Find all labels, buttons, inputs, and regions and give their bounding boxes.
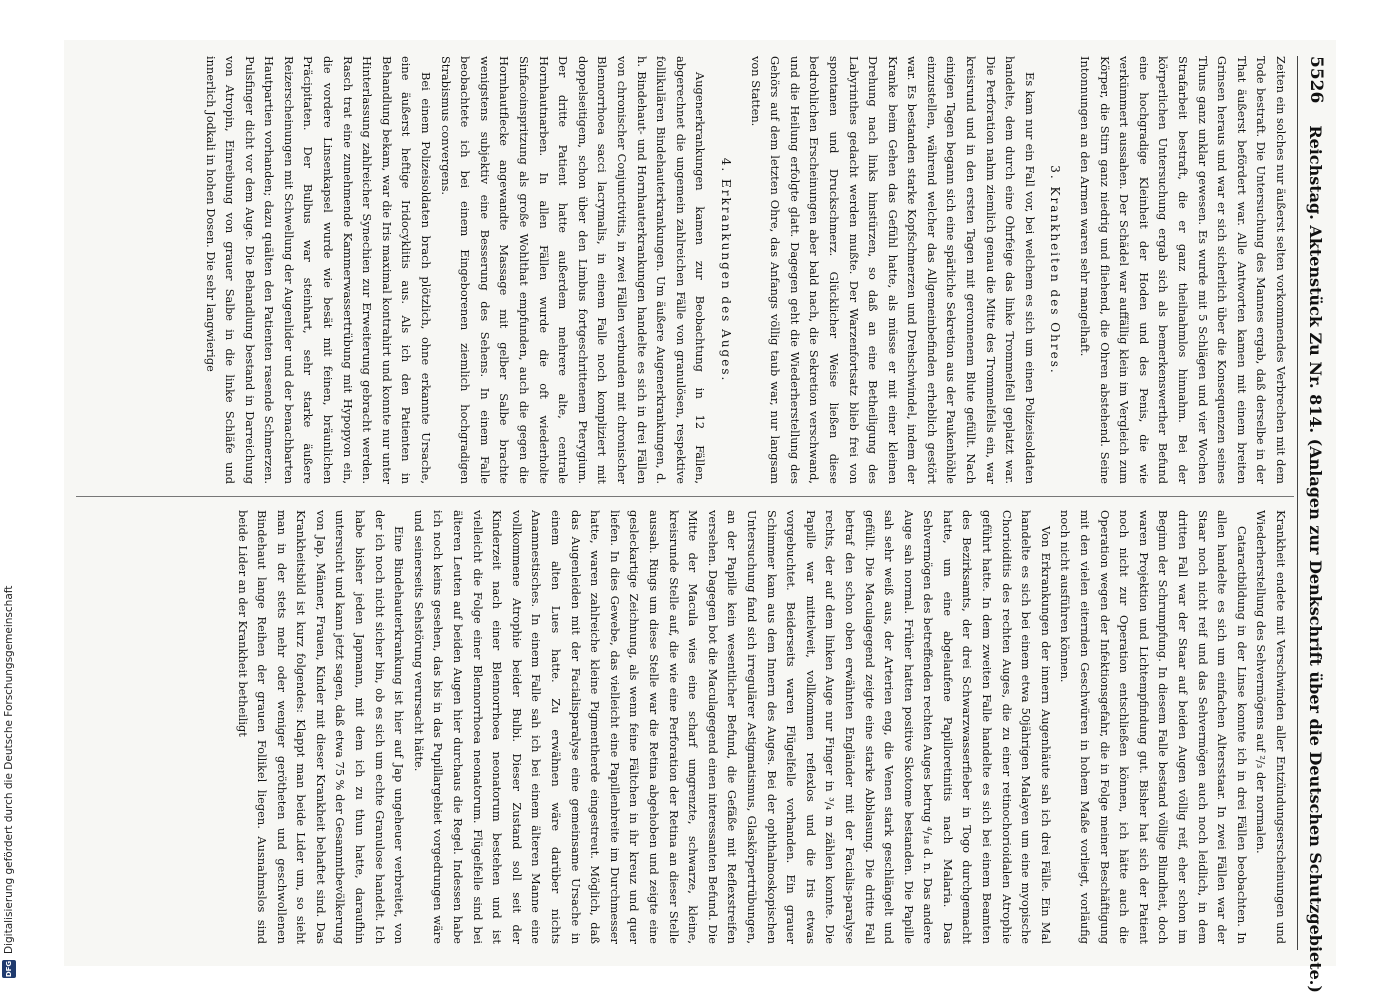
column-divider bbox=[76, 496, 1294, 497]
credit-text: Digitalisierung gefördert durch die Deutsche Forschungsgemeinschaft bbox=[3, 585, 15, 954]
section-heading-eye-diseases: 4. Erkrankungen des Auges. bbox=[718, 157, 733, 383]
left-column bbox=[72, 56, 1290, 484]
running-head-title: Reichstag. Aktenstück Zu Nr. 814. (Anlagen zur Denkschrift über die Deutschen Schutzgebiete.) bbox=[1306, 125, 1326, 993]
running-head bbox=[1297, 56, 1334, 993]
dfg-logo-icon: DFG bbox=[2, 960, 16, 978]
section-heading-ear-diseases: 3. Krankheiten des Ohres. bbox=[1048, 165, 1063, 375]
paragraph: Eine Bindehauterkrankung ist hier auf Jap ungeheuer verbreitet, von der ich noch nicht sicher bin, ob es sich um echte Granulose handelt. Ich habe bisher jeden Japmann, mit dem ich zu thun hatte, daraufhin untersucht und kann jetzt sagen, daß etwa 75 % der Gesammtbevölkerung von Jap, Männer, Frauen, Kinder mit dieser Krankheit behaftet sind. Das Krankheitsbild ist kurz folgendes: Klappt man beide Lider um, so sieht man in der stets mehr oder weniger gerötheten und geschwollenen Bindehaut lange Reihen der grauen Follikel liegen. Ausnahmslos sind beide Lider an der Krankheit betheiligt bbox=[235, 510, 407, 944]
right-column bbox=[72, 510, 1290, 944]
page-number: 5526 bbox=[1306, 56, 1326, 104]
paragraph: Von Erkrankungen der innern Augenhäute sah ich drei Fälle. Ein Mal handelte es sich bei einem etwa 50jährigen Malayen um eine myopische Chorioiditis des rechten Auges, die zu einer retinochorioidalen Atrophie geführt hatte. In dem zweiten Falle handelte es sich bei einem Beamten des Bezirksamts, der drei Schwarzwasserfieber in Togo durchgemacht hatte, um eine abgelaufene Papilloretinitis nach Malaria. Das Sehvermögen des betreffenden rechten Auges betrug ⁴/₁₈ d. n. Das andere Auge sah normal. Früher hatten positive Skotome bestanden. Die Papille sah sehr weiß aus, der Arterien eng, die Venen stark geschlängelt und gefüllt. Die Maculagegend zeigte eine starke Abblasung. Die dritte Fall betraf den schon oben erwähnten Engländer mit der Facialis-paralyse rechts, der auf dem linken Auge nur Finger in ³/₄ m zählen konnte. Die Papille war mittelweit, vollkommen reflexlos und die Iris etwas vorgebuchtet. Beiderseits waren Flügelfelle vorhanden. Ein grauer Schimmer kam aus dem Innern des Auges. Bei der ophthalmoskopischen Untersuchung fand sich irregulärer Astigmatismus, Glaskörpertrübungen, an der Papille kein wesentlicher Befund, die Gefäße mit Reflexstreifen versehen. Dagegen bot die Maculagegend einen interessanten Befund. Die Mitte der Macula wies eine scharf umgrenzte, schwarze, kleine, kreisrunde Stelle auf, die wie eine Perforation der Retina an dieser Stelle aussah. Rings um diese Stelle war die Retina abgehoben und zeigte eine gesleckartige Zeichnung, als wenn feine Fältchen in ihr kreuz und quer liefen. In dies Gewebe, das vielleicht eine Papillenbreite im Durchmesser hatte, waren zahlreiche kleine Pigmentherde eingestreut. Möglich, daß das Augenleiden mit der Facialisparalyse eine gemeinsame Ursache in einem alten Lues hatte. Zu erwähnen wäre darüber nichts Anamnestisches. In einem Falle sah ich bei einem älteren Manne eine vollkommene Atrophie beider Bulbi. Dieser Zustand soll seit der Kinderzeit nach einer Blennorrhoea neonatorum bestehen und ist vielleicht die Folge einer Blennorrhoea neonatorum. Flügelfelle sind bei älteren Leuten auf beiden Augen hier durchaus die Regel. Indessen habe ich noch keins gesehen, das bis in das Pupillargebiet vorgedrungen wäre und seinerseits Sehstörung verursacht hätte. bbox=[411, 510, 1053, 944]
paragraph: Krankheit endete mit Verschwinden aller Entzündungserscheinungen und Wiederherstellung des Sehvermögens auf ²/₃ der normalen. bbox=[1254, 510, 1288, 944]
paragraph: Augenerkrankungen kamen zur Beobachtung in 12 Fällen, abgerechnet die ungemein zahlreichen Fälle von granulösen, respektive follikulären Bindehauterkrankungen. Um äußere Augenerkrankungen, d. h. Bindehaut- und Hornhauterkrankungen handelte es sich in drei Fällen von chronischer Conjunctivitis, in zwei Fällen verbunden mit chronischer Blennorrhoea sacci lacrymalis, in einem Falle noch kompliziert mit doppelseitigem, schon über den Limbus fortgeschrittenem Pterygium. Der dritte Patient hatte außerdem mehrere alte, centrale Hornhautnarben. In allen Fällen wurde die oft wiederholte Sinfacoinspritzung als große Wohlthat empfunden, auch die gegen die Hornhautflecke angewandte Massage mit gelber Salbe brachte wenigstens subjektiv eine Besserung des Sehens. In einem Falle beobachtete ich bei einem Eingeborenen ziemlich hochgradigen Strabismus convergens. bbox=[438, 56, 708, 484]
paragraph: Es kam nur ein Fall vor, bei welchem es sich um einen Polizeisoldaten handelte, dem durch eine Ohrfeige das linke Trommelfell geplatzt war. Die Perforation nahm ziemlich genau die Mitte des Trommelfells ein, war kreisrund und in den ersten Tagen mit geronnenem Blute gefüllt. Nach einigen Tagen begann sich eine spärliche Sekretion aus der Paukenhöhle einzustellen, während welcher das Allgemeinbefinden erheblich gestört war. Es bestanden starke Kopfschmerzen und Drehschwindel, indem der Kranke beim Gehen das Gefühl hatte, als müsse er mit einer kleinen Drehung nach links hinstürzen, so daß an eine Betheiligung des Labyrinthes gedacht werden mußte. Der Warzenfortsatz blieb frei von spontanen und Druckschmerz. Glücklicher Weise ließen diese bedrohlichen Erscheinungen aber bald nach, die Sekretion verschwand, und die Heilung erfolgte glatt. Dagegen geht die Wiederherstellung des Gehörs auf dem letzten Ohre, das Anfangs völlig taub war, nur langsam von Statten. bbox=[748, 56, 1037, 484]
paragraph: Cataractbildung in der Linse konnte ich in drei Fällen beobachten. In allen handelte es sich um einfachen Altersstaar. In zwei Fällen war der Staar noch nicht reif und das Sehvermögen auch noch leidlich, in dem dritten Fall war der Staar auf beiden Augen völlig reif, eher schon im Beginn der Schrumpfung. In diesem Falle bestand völlige Blindheit, doch waren Projektion und Lichtempfindung gut. Bisher hat sich der Patient noch nicht zur Operation entschließen können, ich hätte auch die Operation wegen der Infektionsgefahr, die in Folge meiner Beschäftigung mit den vielen eiternden Geschwüren in hohem Maße vorliegt, vorläufig noch nicht ausführen können. bbox=[1058, 510, 1249, 944]
digitisation-credit bbox=[0, 0, 18, 1000]
document-page bbox=[64, 40, 1336, 993]
paragraph: Zeiten ein solches nur äußerst selten vorkommendes Verbrechen mit dem Tode bestraft. Die Untersuchung des Mannes ergab, daß derselbe in der That äußerst befördert war. Alle Antworten kamen mit einem breiten Grinsen heraus und war er sich sicherlich über die Konsequenzen seines Thuns ganz unklar gewesen. Es wurde mit 5 Schlägen und vier Wochen Strafarbeit bestraft, die er ganz theilnahmlos hinnahm. Bei der körperlichen Untersuchung ergab sich als bemerkenswerther Befund eine hochgradige Kleinheit der Hoden und des Penis, die wie verkümmert aussahen. Der Schädel war auffällig klein im Vergleich zum Körper, die Stirn ganz niedrig und fliehend, die Ohren abstehend. Seine Intonnungen an den Armen waren sehr mangelhaft. bbox=[1078, 56, 1288, 484]
paragraph: Bei einem Polizeisoldaten brach plötzlich, ohne erkannte Ursache, eine äußerst heftige Iridocyklitis aus. Als ich den Patienten in Behandlung bekam, war die Iris maximal kontrahirt und konnte nur unter Hinterlassung zahlreicher Synechien zur Erweiterung gebracht werden. Rasch trat eine zunehmende Kammerwassertrübung mit Hypopyon ein, die vordere Linsenkapsel wurde wie besät mit feinen, bräunlichen Präcipitaten. Der Bulbus war steinhart, sehr starke äußere Reizerscheinungen mit Schwellung der Augenlider und der benachbarten Hautpartien vorhanden; dazu quälten den Patienten rasende Schmerzen. Pulsfinger dicht vor dem Auge. Die Behandlung bestand in Darreichung von Atropin, Einreibung von grauer Salbe in die linke Schläfe und innerlich Jodkali in hohen Dosen. Die sehr langwierige bbox=[203, 56, 434, 484]
